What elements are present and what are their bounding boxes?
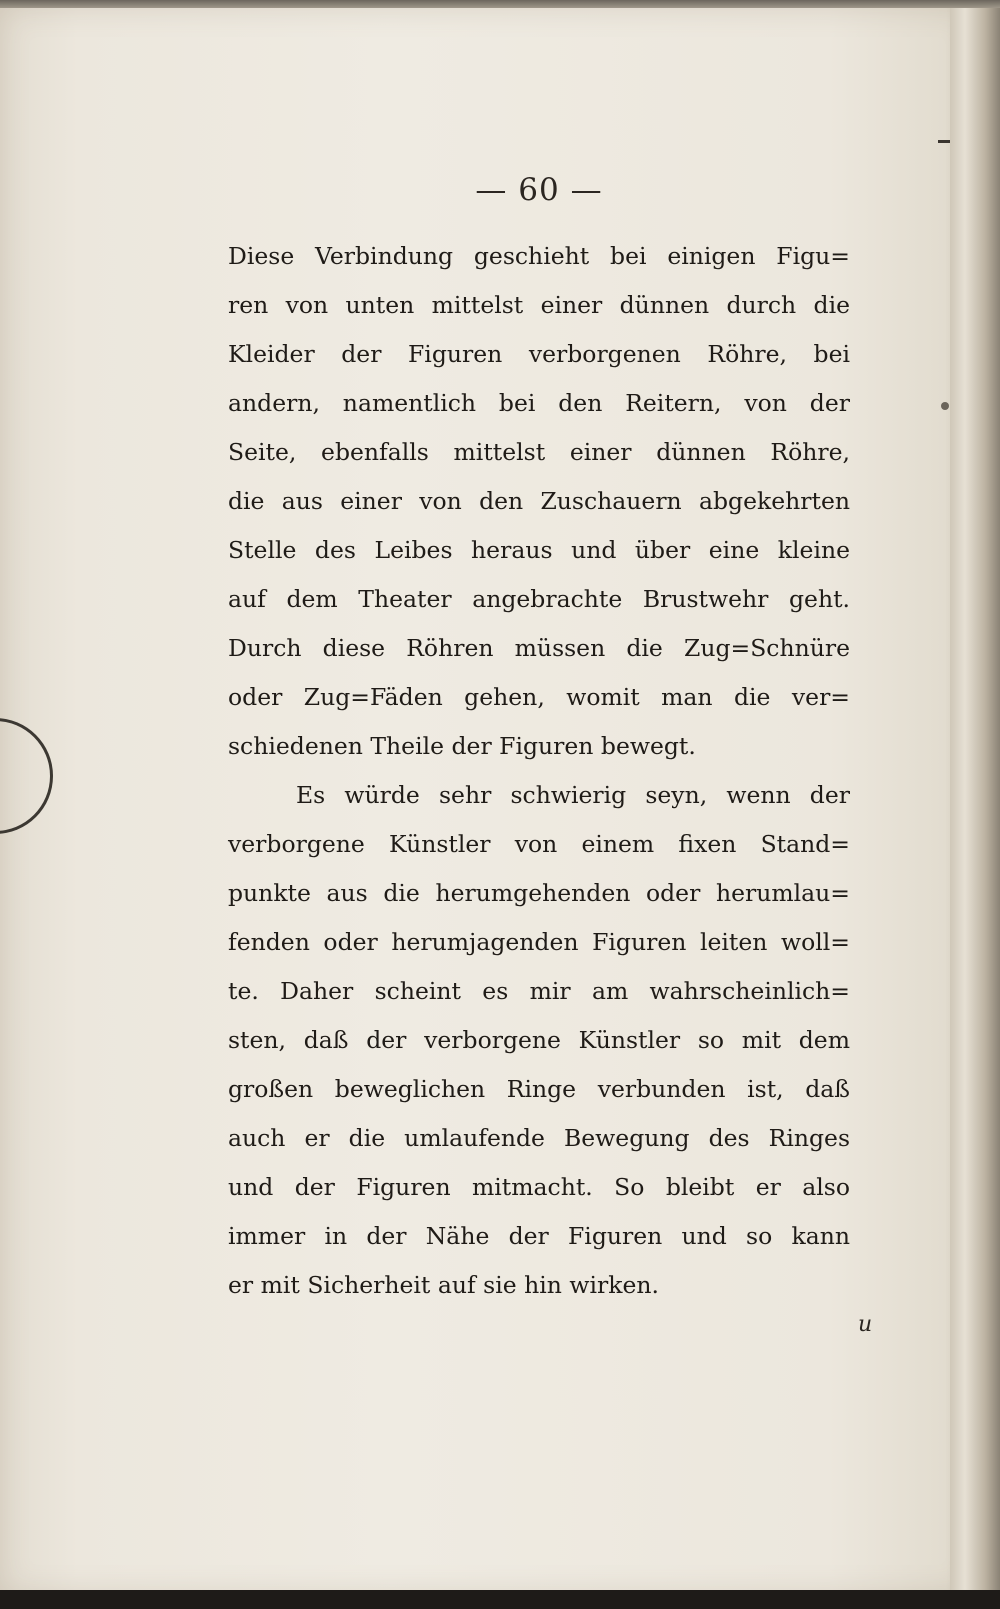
page-right-edge — [950, 8, 1000, 1594]
text-line: Durch diese Röhren müssen die Zug=Schnüre — [228, 634, 850, 662]
text-line: er mit Sicherheit auf sie hin wirken. — [228, 1271, 659, 1299]
edge-tick — [938, 140, 950, 143]
text-line: fenden oder herumjagenden Figuren leiten woll= — [228, 928, 850, 956]
text-line: die aus einer von den Zuschauern abgekehrten — [228, 487, 850, 515]
text-line: immer in der Nähe der Figuren und so kann — [228, 1222, 850, 1250]
page-number: — 60 — — [475, 172, 603, 208]
text-line: ren von unten mittelst einer dünnen durch die — [228, 291, 850, 319]
text-line: auch er die umlaufende Bewegung des Ringes — [228, 1124, 850, 1152]
edge-spot — [941, 402, 949, 410]
body-text — [228, 232, 850, 1310]
text-line: oder Zug=Fäden gehen, womit man die ver= — [228, 683, 850, 711]
text-line: punkte aus die herumgehenden oder herumlau= — [228, 879, 850, 907]
text-line: großen beweglichen Ringe verbunden ist, daß — [228, 1075, 850, 1103]
text-line: auf dem Theater angebrachte Brustwehr geht. — [228, 585, 850, 613]
text-line: Diese Verbindung geschieht bei einigen Figu= — [228, 242, 850, 270]
text-line: Seite, ebenfalls mittelst einer dünnen Röhre, — [228, 438, 850, 466]
text-line: te. Daher scheint es mir am wahrscheinlich= — [228, 977, 850, 1005]
catchword-mark: u — [858, 1312, 873, 1337]
text-line: schiedenen Theile der Figuren bewegt. — [228, 732, 696, 760]
text-line: sten, daß der verborgene Künstler so mit dem — [228, 1026, 850, 1054]
text-line: andern, namentlich bei den Reitern, von der — [228, 389, 850, 417]
text-line: Stelle des Leibes heraus und über eine kleine — [228, 536, 850, 564]
text-line: Kleider der Figuren verborgenen Röhre, bei — [228, 340, 850, 368]
text-line: und der Figuren mitmacht. So bleibt er also — [228, 1173, 850, 1201]
text-line: Es würde sehr schwierig seyn, wenn der — [296, 781, 850, 809]
text-line: verborgene Künstler von einem fixen Stand= — [228, 830, 850, 858]
scan-bottom-band — [0, 1590, 1000, 1609]
